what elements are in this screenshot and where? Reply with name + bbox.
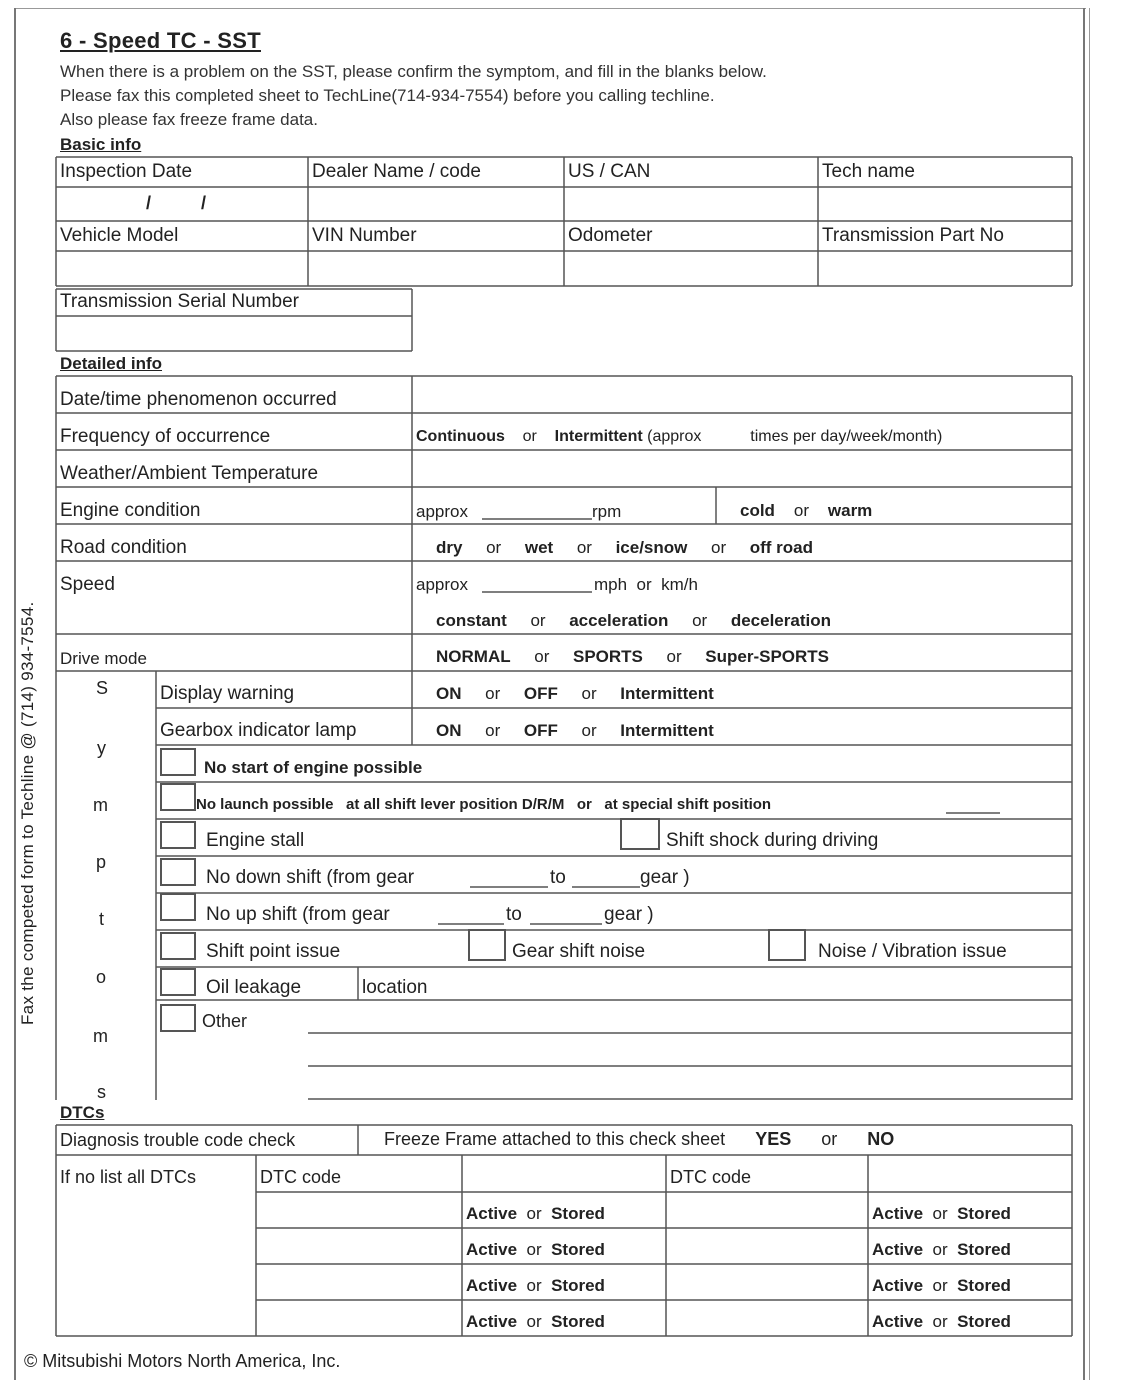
dtc-status-right-2 [872,1240,1011,1260]
freeze-yes: YES [755,1129,792,1149]
road-options [436,538,813,558]
shift-point-label: Shift point issue [206,941,341,962]
display-warning-options [436,684,714,704]
dtc-status-left-1 [466,1204,605,1224]
no-up-shift-c: gear ) [604,904,654,925]
active-label: Active [872,1276,924,1295]
inspection-date-label: Inspection Date [60,161,193,182]
dtc-code-label-1: DTC code [260,1167,342,1187]
symptom-letter-s: S [96,678,109,698]
weather-label: Weather/Ambient Temperature [60,463,319,484]
shift-point-checkbox[interactable] [160,932,196,960]
freeze-frame-label: Freeze Frame attached to this check sheet [384,1129,726,1149]
dtc-check-label: Diagnosis trouble code check [60,1130,296,1150]
stored-label: Stored [551,1276,605,1295]
display-intermittent: Intermittent [620,684,714,703]
drive-super-sports: Super-SPORTS [705,647,830,666]
gearbox-on: ON [436,721,462,740]
display-on: ON [436,684,462,703]
tech-name-label: Tech name [822,161,915,182]
form-title: 6 - Speed TC - SST [60,28,261,53]
stored-label: Stored [551,1204,605,1223]
active-label: Active [872,1312,924,1331]
drive-or-2: or [666,647,682,666]
transmission-serial-label: Transmission Serial Number [60,291,299,312]
speed-deceleration: deceleration [730,611,831,630]
dtc-status-right-1 [872,1204,1011,1224]
copyright-footer: © Mitsubishi Motors North America, Inc. [24,1351,341,1371]
basic-info-heading: Basic info [60,135,142,154]
shift-shock-checkbox[interactable] [620,818,660,850]
location-label: location [362,977,428,998]
freeze-no: NO [867,1129,895,1149]
road-or-1: or [486,538,502,557]
frequency-times: times per day/week/month) [750,428,943,445]
dtc-status-right-3 [872,1276,1011,1296]
vehicle-model-label: Vehicle Model [60,225,179,246]
or-label: or [932,1204,948,1223]
active-label: Active [466,1312,518,1331]
display-off: OFF [523,684,558,703]
engine-stall-label: Engine stall [206,830,305,851]
no-up-shift-b: to [506,904,522,925]
speed-approx: approx [416,575,468,594]
no-up-shift-checkbox[interactable] [160,893,196,921]
stored-label: Stored [957,1240,1011,1259]
no-start-label: No start of engine possible [204,758,423,777]
dtc-status-left-2 [466,1240,605,1260]
speed-or-2: or [692,611,708,630]
frequency-intermittent: Intermittent [554,428,643,445]
oil-leakage-checkbox[interactable] [160,968,196,996]
no-down-shift-b: to [550,867,566,888]
gearbox-lamp-options [436,721,714,741]
road-condition-label: Road condition [60,537,187,558]
intro-line-1: When there is a problem on the SST, please confirm the symptom, and fill in the blanks below. [60,62,767,81]
drive-sports: SPORTS [572,647,643,666]
road-off-road: off road [749,538,814,557]
road-or-3: or [711,538,727,557]
stored-label: Stored [957,1276,1011,1295]
stored-label: Stored [957,1204,1011,1223]
or-label: or [932,1276,948,1295]
engine-cold: cold [740,501,775,520]
transmission-part-label: Transmission Part No [822,225,1004,246]
freeze-frame-row [384,1129,894,1150]
stored-label: Stored [957,1312,1011,1331]
road-dry: dry [436,538,463,557]
symptom-letter-t: t [99,909,105,929]
display-warning-label: Display warning [160,683,295,704]
speed-units: mph or km/h [594,575,698,594]
gearbox-or-2: or [581,721,597,740]
country-label: US / CAN [568,161,651,182]
no-down-shift-a: No down shift (from gear [206,867,415,888]
engine-temp [740,501,872,521]
odometer-label: Odometer [568,225,653,246]
active-label: Active [872,1240,924,1259]
engine-rpm: rpm [592,502,622,521]
frequency-options [416,428,942,446]
intro-line-2: Please fax this completed sheet to TechLine(714-934-7554) before you calling techline. [60,86,715,105]
vin-number-label: VIN Number [312,225,417,246]
or-label: or [932,1240,948,1259]
symptom-letter-y: y [97,738,106,758]
engine-approx: approx [416,502,468,521]
road-wet: wet [524,538,554,557]
other-label: Other [202,1011,248,1031]
gearbox-or-1: or [485,721,501,740]
no-up-shift-a: No up shift (from gear [206,904,390,925]
drive-mode-label: Drive mode [60,649,147,668]
shift-shock-label: Shift shock during driving [666,830,879,851]
speed-label: Speed [60,574,115,595]
or-label: or [526,1240,542,1259]
no-down-shift-checkbox[interactable] [160,858,196,886]
no-start-checkbox[interactable] [160,748,196,776]
dtc-code-label-2: DTC code [670,1167,752,1187]
frequency-approx: (approx [647,428,702,445]
or-label: or [526,1204,542,1223]
display-or-2: or [581,684,597,703]
no-down-shift-c: gear ) [640,867,690,888]
symptom-letter-o: o [96,967,107,987]
gear-noise-checkbox[interactable] [468,929,506,961]
other-checkbox[interactable] [160,1004,196,1032]
list-dtcs-label: If no list all DTCs [60,1167,197,1187]
stored-label: Stored [551,1312,605,1331]
engine-stall-checkbox[interactable] [160,821,196,849]
dtc-status-right-4 [872,1312,1011,1332]
frequency-label: Frequency of occurrence [60,426,271,447]
or-label: or [932,1312,948,1331]
speed-acceleration: acceleration [569,611,669,630]
active-label: Active [466,1240,518,1259]
frequency-continuous: Continuous [416,428,505,445]
date-slashes: / / [146,193,207,213]
speed-constant: constant [436,611,507,630]
display-or-1: or [485,684,501,703]
or-label: or [526,1312,542,1331]
drive-options [436,647,829,667]
dtc-heading: DTCs [60,1103,105,1122]
intro-line-3: Also please fax freeze frame data. [60,110,318,129]
speed-or-1: or [530,611,546,630]
dtc-status-left-3 [466,1276,605,1296]
detailed-info-heading: Detailed info [60,354,163,373]
side-fax-note: Fax the competed form to Techline @ (714) 934-7554. [18,601,37,1025]
stored-label: Stored [551,1240,605,1259]
engine-condition-label: Engine condition [60,500,201,521]
speed-options [436,611,831,631]
engine-or: or [793,501,809,520]
symptom-letter-p: p [96,852,107,872]
oil-leakage-label: Oil leakage [206,977,302,998]
or-label: or [526,1276,542,1295]
no-launch-label: No launch possible at all shift lever position D/R/M or at special shift position [196,796,772,813]
engine-warm: warm [827,501,873,520]
drive-or-1: or [534,647,550,666]
date-phenomenon-label: Date/time phenomenon occurred [60,389,337,410]
freeze-or: or [821,1129,838,1149]
symptom-letter-m: m [93,795,108,815]
gear-noise-label: Gear shift noise [512,941,646,962]
frequency-or: or [522,428,537,445]
symptom-letter-s2: s [97,1082,106,1102]
road-ice-snow: ice/snow [615,538,688,557]
gearbox-intermittent: Intermittent [620,721,714,740]
gearbox-lamp-label: Gearbox indicator lamp [160,720,357,741]
noise-vibration-checkbox[interactable] [768,929,806,961]
road-or-2: or [576,538,592,557]
dtc-status-left-4 [466,1312,605,1332]
symptom-letter-m2: m [93,1026,108,1046]
noise-vibration-label: Noise / Vibration issue [818,941,1007,962]
drive-normal: NORMAL [436,647,511,666]
active-label: Active [466,1276,518,1295]
active-label: Active [466,1204,518,1223]
gearbox-off: OFF [523,721,558,740]
active-label: Active [872,1204,924,1223]
no-launch-checkbox[interactable] [160,783,196,811]
dealer-name-label: Dealer Name / code [312,161,481,182]
